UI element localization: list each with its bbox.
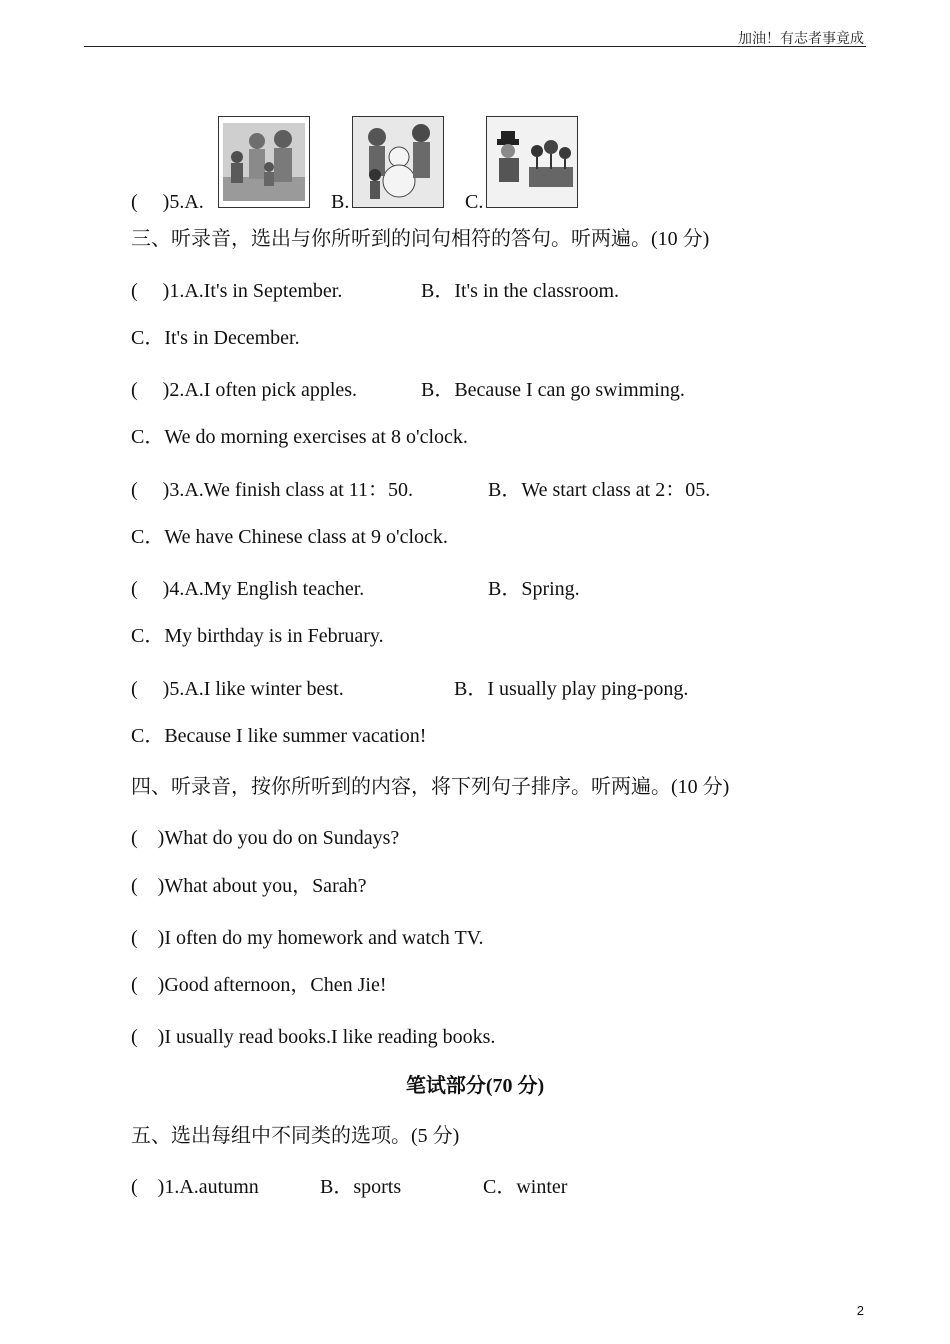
- section5-title: 五、选出每组中不同类的选项。(5 分): [131, 1125, 460, 1147]
- q5-prefix: ( )5.A.: [131, 191, 204, 213]
- s3-q1-option-b: B．It's in the classroom.: [421, 280, 620, 302]
- gardening-picture: [486, 116, 578, 208]
- s4-sentence: ( )I usually read books.I like reading books.: [131, 1026, 496, 1048]
- s4-sentence: ( )Good afternoon，Chen Jie!: [131, 974, 387, 996]
- s3-q4-option-c: C．My birthday is in February.: [131, 625, 384, 647]
- family-snowman-picture: [352, 116, 444, 208]
- s3-q5-option-b: B．I usually play ping-pong.: [454, 678, 689, 700]
- q5-option-c-label: C.: [465, 191, 484, 213]
- family-autumn-picture: [218, 116, 310, 208]
- s3-q2-option-b: B．Because I can go swimming.: [421, 379, 685, 401]
- page-number: 2: [856, 1303, 864, 1318]
- header-divider: [84, 46, 866, 47]
- s4-sentence: ( )What about you，Sarah?: [131, 875, 367, 897]
- section3-title: 三、听录音，选出与你所听到的问句相符的答句。听两遍。(10 分): [131, 228, 710, 250]
- s5-q1-option-a: ( )1.A.autumn: [131, 1176, 259, 1198]
- section4-title: 四、听录音，按你所听到的内容，将下列句子排序。听两遍。(10 分): [131, 776, 730, 798]
- s5-q1-option-b: B．sports: [320, 1176, 402, 1198]
- s3-q2-option-c: C．We do morning exercises at 8 o'clock.: [131, 426, 468, 448]
- s3-q4-option-b: B．Spring.: [488, 578, 580, 600]
- s3-q5-option-a: ( )5.A.I like winter best.: [131, 678, 344, 700]
- s3-q1-option-c: C．It's in December.: [131, 327, 300, 349]
- s3-q3-option-c: C．We have Chinese class at 9 o'clock.: [131, 526, 448, 548]
- s5-q1-option-c: C．winter: [483, 1176, 568, 1198]
- q5-option-b-label: B.: [331, 191, 350, 213]
- s4-sentence: ( )What do you do on Sundays?: [131, 827, 400, 849]
- s3-q2-option-a: ( )2.A.I often pick apples.: [131, 379, 358, 401]
- s3-q1-option-a: ( )1.A.It's in September.: [131, 280, 343, 302]
- header-motto: 加油！有志者事竟成: [738, 32, 864, 47]
- s3-q3-option-a: ( )3.A.We finish class at 11：50.: [131, 479, 414, 501]
- s3-q4-option-a: ( )4.A.My English teacher.: [131, 578, 365, 600]
- written-part-title: 笔试部分(70 分): [405, 1075, 545, 1097]
- s3-q3-option-b: B．We start class at 2：05.: [488, 479, 711, 501]
- s4-sentence: ( )I often do my homework and watch TV.: [131, 927, 484, 949]
- s3-q5-option-c: C．Because I like summer vacation!: [131, 725, 427, 747]
